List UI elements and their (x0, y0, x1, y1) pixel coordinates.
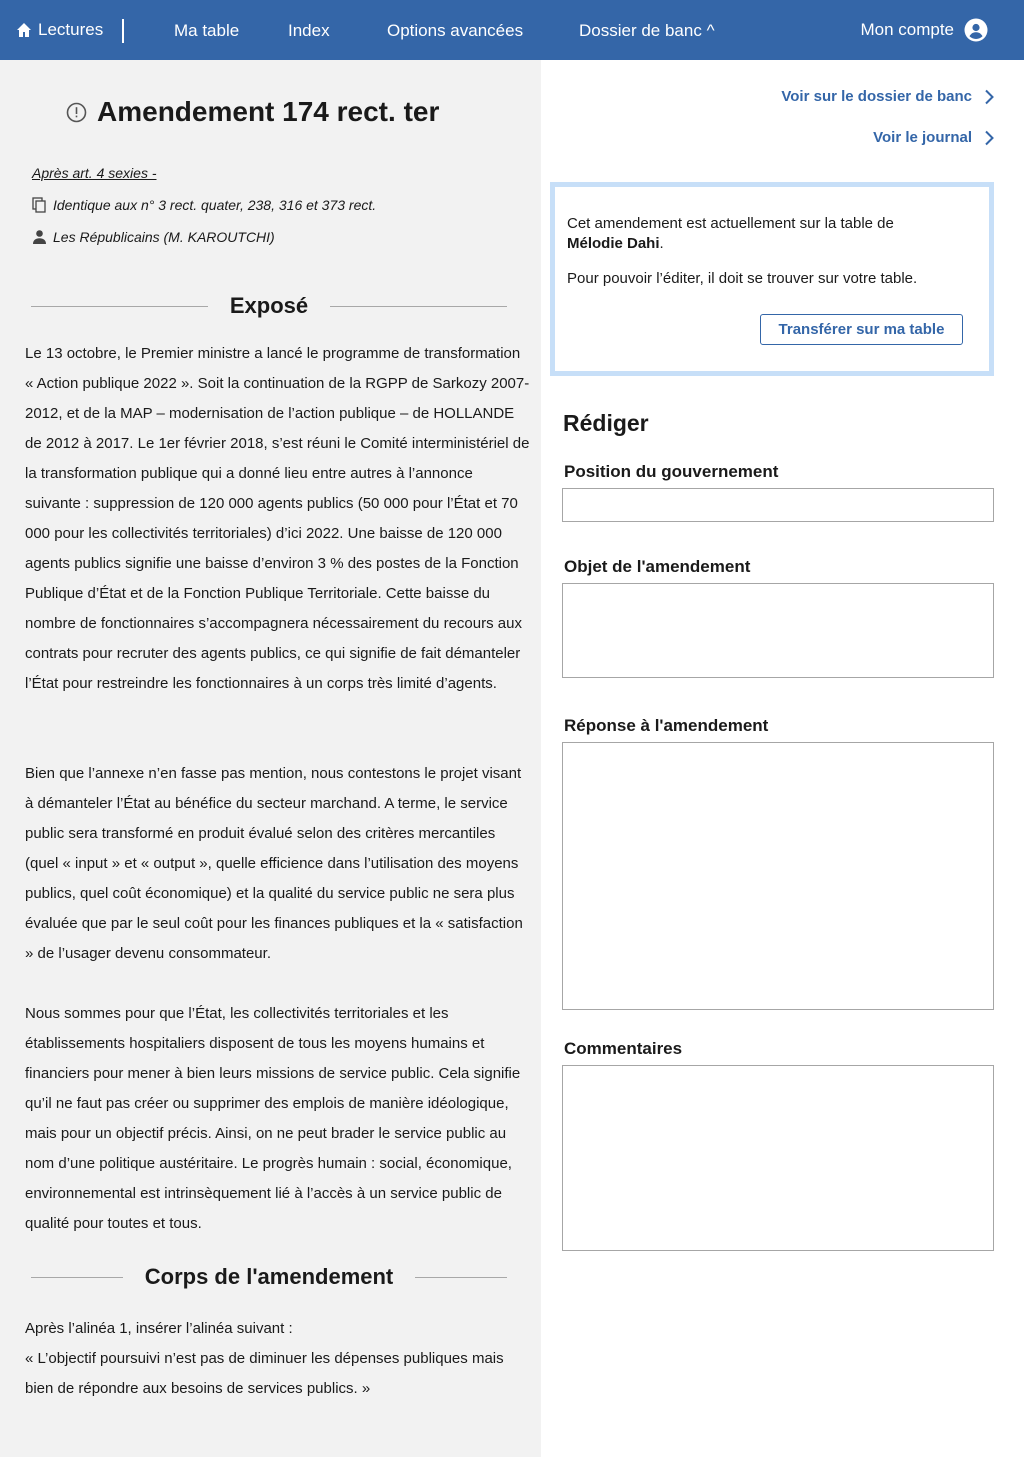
article-link[interactable]: Après art. 4 sexies - (32, 165, 157, 181)
notice-owner-text (567, 214, 987, 254)
objet-label: Objet de l'amendement (564, 557, 751, 576)
table-notice (550, 182, 994, 376)
divider-line (31, 306, 208, 307)
amendment-panel (0, 60, 541, 1457)
comments-label: Commentaires (564, 1039, 683, 1058)
nav-item-options-avancees[interactable]: Options avancées (387, 21, 524, 40)
chevron-right-icon (984, 130, 994, 146)
nav-item-index[interactable]: Index (288, 21, 330, 40)
author-info (32, 229, 275, 245)
nav-divider (122, 19, 124, 43)
dossier-de-banc-link-label: Voir sur le dossier de banc (781, 88, 972, 105)
chevron-right-icon (984, 89, 994, 105)
nav-item-dossier-de-banc[interactable]: Dossier de banc ^ (579, 21, 715, 40)
author-text: Les Républicains (M. KAROUTCHI) (53, 229, 275, 245)
expose-heading (31, 291, 507, 321)
alert-circle-icon (66, 102, 87, 123)
title-row (66, 96, 439, 128)
account-icon (964, 18, 988, 42)
expose-paragraph-1: Le 13 octobre, le Premier ministre a lancé le programme de transformation « Action publique 2022 ». Soit la continuation de la RGPP de Sarkozy 2007-2012, et de la MAP – modernisation de l’action publique – de HOLLANDE de 2012 à 2017. Le 1er février 2018, s’est réuni le Comité interministériel de la transformation publique qui a donné lieu entre autres à l’annonce suivante : suppression de 120 000 agents publics (50 000 pour l’État et 70 000 pour les collectivités territoriales) d’ici 2022. Une baisse de 120 000 agents publics signifie une baisse d’environ 3 % des postes de la Fonction Publique d’État et de la Fonction Publique Territoriale. Cette baisse du nombre de fonctionnaires s’accompagnera nécessairement du recours aux contrats pour recruter des agents publics, ce qui signifie de fait démanteler l’État pour restreindre les fonctionnaires à un corps très limité d’agents. (25, 345, 530, 692)
corps-line-2: « L’objectif poursuivi n’est pas de diminuer les dépenses publiques mais bien de répondre aux besoins de services publics. » (25, 1350, 504, 1397)
identical-text: Identique aux n° 3 rect. quater, 238, 316 et 373 rect. (53, 197, 377, 213)
journal-link[interactable] (873, 129, 994, 146)
notice-period: . (659, 235, 664, 252)
expose-paragraph-3: Nous sommes pour que l’État, les collectivités territoriales et les établissements hospitaliers disposent de tous les moyens humains et financiers pour mener à bien leurs missions de service public. Cela signifie qu’il ne faut pas créer ou supprimer des emplois de manière idéologique, mais pour un objectif précis. Ainsi, on ne peut brader le service public au nom d’une politique austéritaire. Le progrès humain : social, économique, environnemental est intrinsèquement lié à l’accès à un service public de qualité pour toutes et tous. (25, 1005, 521, 1232)
identical-info (32, 197, 376, 213)
notice-line-1: Cet amendement est actuellement sur la table de (567, 215, 894, 232)
account-label: Mon compte (860, 20, 954, 39)
transfer-to-my-table-button[interactable]: Transférer sur ma table (760, 314, 963, 345)
divider-line (31, 1277, 123, 1278)
expose-heading-label: Exposé (229, 293, 309, 318)
nav-home-link[interactable] (16, 0, 103, 60)
rediger-heading: Rédiger (563, 410, 649, 436)
nav-item-ma-table[interactable]: Ma table (174, 21, 240, 40)
expose-paragraph-2: Bien que l’annexe n’en fasse pas mention, nous contestons le projet visant à démanteler l’État au bénéfice du secteur marchand. A terme, le service public sera transformé en produit évalué selon des critères mercantiles (quel « input » et « output », quelle efficience dans l’utilisation des moyens publics, quel coût économique) et la qualité du service public ne sera plus évaluée que par le seul coût pour les finances publiques et la « satisfaction » de l’usager devenu consommateur. (25, 765, 523, 962)
position-input[interactable] (562, 488, 994, 522)
position-label: Position du gouvernement (564, 462, 779, 481)
corps-heading-label: Corps de l'amendement (144, 1264, 394, 1289)
dossier-de-banc-link[interactable] (781, 88, 994, 105)
page-title: Amendement 174 rect. ter (97, 96, 440, 127)
reponse-textarea[interactable] (562, 742, 994, 1010)
nav-home-label: Lectures (38, 20, 104, 39)
notice-line-2: Pour pouvoir l’éditer, il doit se trouver sur votre table. (567, 270, 918, 287)
reponse-label: Réponse à l'amendement (564, 716, 769, 735)
comments-textarea[interactable] (562, 1065, 994, 1251)
notice-owner-name: Mélodie Dahi (567, 235, 660, 252)
divider-line (415, 1277, 507, 1278)
account-menu[interactable] (860, 0, 988, 60)
corps-line-1: Après l’alinéa 1, insérer l’alinéa suivant : (25, 1320, 293, 1337)
top-nav (0, 0, 1024, 60)
home-icon (16, 22, 32, 38)
divider-line (330, 306, 507, 307)
copy-icon (32, 197, 47, 213)
objet-textarea[interactable] (562, 583, 994, 678)
journal-link-label: Voir le journal (873, 129, 972, 146)
corps-heading (31, 1262, 507, 1292)
person-icon (32, 229, 47, 245)
